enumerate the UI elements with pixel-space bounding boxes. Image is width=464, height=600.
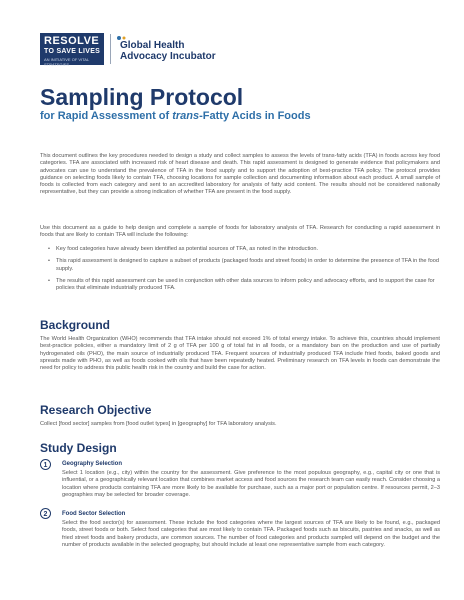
logo-divider	[110, 34, 111, 64]
resolve-logo-line3: AN INITIATIVE OF VITAL STRATEGIES	[44, 57, 90, 67]
ghai-logo-text	[120, 40, 216, 62]
subtitle-pre: for Rapid Assessment of	[40, 110, 173, 122]
resolve-to-save-lives-logo	[40, 33, 104, 65]
step-heading: Food Sector Selection	[62, 511, 126, 517]
list-item	[48, 278, 440, 293]
research-objective-text: Collect [food sector] samples from [food outlet types] in [geography] for TFA laboratory analysis.	[40, 421, 277, 427]
research-objective-heading: Research Objective	[40, 403, 152, 417]
ghai-logo-line2: Advocacy Incubator	[120, 51, 216, 62]
intro-paragraph-2: Use this document as a guide to help design and complete a sample of foods for laboratory analysis of TFA. Research for conducting a rapid assessment in foods that are likely to contain TFA will include the following:	[40, 225, 440, 239]
bullet-text: The results of this rapid assessment can be used in conjunction with other data sources to inform policy and advocacy efforts, and to support the case for policies that eliminate industrially produced TFA.	[56, 277, 435, 292]
background-heading: Background	[40, 318, 111, 332]
bullet-text: Key food categories have already been identified as potential sources of TFA, as noted in the introduction.	[56, 246, 319, 252]
step-text: Select 1 location (e.g., city) within the country for the assessment. Give preference to the most populous geography, e.g., capital city or one that is influential, or a geographically relevant location that combines market access and food sources the research team can easily reach. Consider choosing a location where products containing TFA are more likely to be available for purchase, such as a major port or population centre. If resources permit, 2–3 geographies may be selected for broader coverage.	[62, 470, 440, 498]
background-text: The World Health Organization (WHO) recommends that TFA intake should not exceed 1% of total energy intake. To achieve this, countries should implement best-practice policies, either a mandatory limit of 2 g of TFA per 100 g of total fat in all foods, or a mandatory ban on the production and use of partially hydrogenated oils (PHO), the main source of industrially produced TFA. Frequent sources of industrially produced TFA include fried foods, baked goods and spreads made with PHO, as well as foods cooked with oils that have been repeatedly heated. Preliminary research on TFA levels in foods can demonstrate the need for policy to address this public health risk in the country and build the case for action.	[40, 336, 440, 372]
step-heading: Geography Selection	[62, 461, 123, 467]
subtitle-italic: trans	[172, 110, 200, 122]
study-design-heading: Study Design	[40, 441, 117, 455]
page-subtitle	[40, 110, 311, 122]
step-text: Select the food sector(s) for assessment. These include the food categories where the largest sources of TFA are likely to be found, e.g., packaged foods, street foods or both. Select food categories that are most likely to contain TFA. Packaged foods such as biscuits, pastries and snacks, as well as fried street foods and bakery products, are common sources. The number of food categories and products sampled will depend on the budget and the number of products available in the selected geography, but should include at least one representative sample from each category.	[62, 520, 440, 548]
bullet-text: This rapid assessment is designed to capture a subset of products (packaged foods and street foods) in order to determine the presence of TFA in the food supply.	[56, 258, 439, 272]
step-number-badge: 1	[40, 459, 51, 470]
ghai-logo-line1: Global Health	[120, 40, 185, 51]
intro-bullet-list	[48, 246, 440, 297]
resolve-logo-line1: RESOLVE	[44, 35, 100, 47]
step-number-badge: 2	[40, 508, 51, 519]
intro-paragraph-1: This document outlines the key procedures needed to design a study and collect samples to assess the levels of trans-fatty acids (TFA) in foods across key food categories. TFA are associated with increased risk of heart disease and death. This rapid assessment is designed to generate evidence that policymakers and advocates can use to understand the prevalence of TFA in the food supply and to support the adoption of best-practice TFA policy. The protocol provides guidance on selecting foods likely to contain TFA, choosing locations for sample collection and documenting information about each product. A small sample of foods is collected from each category and sent to an accredited laboratory for analysis of fatty acid content. The results should not be considered nationally representative, but they can provide a strong indication of whether TFA are present in the food supply.	[40, 153, 440, 196]
subtitle-post: -Fatty Acids in Foods	[199, 110, 311, 122]
resolve-logo-line2: TO SAVE LIVES	[44, 48, 101, 55]
bullet-icon: •	[48, 258, 50, 265]
page-title: Sampling Protocol	[40, 84, 244, 110]
list-item	[48, 258, 440, 273]
bullet-icon: •	[48, 246, 50, 252]
list-item	[48, 246, 440, 253]
bullet-icon: •	[48, 277, 50, 284]
